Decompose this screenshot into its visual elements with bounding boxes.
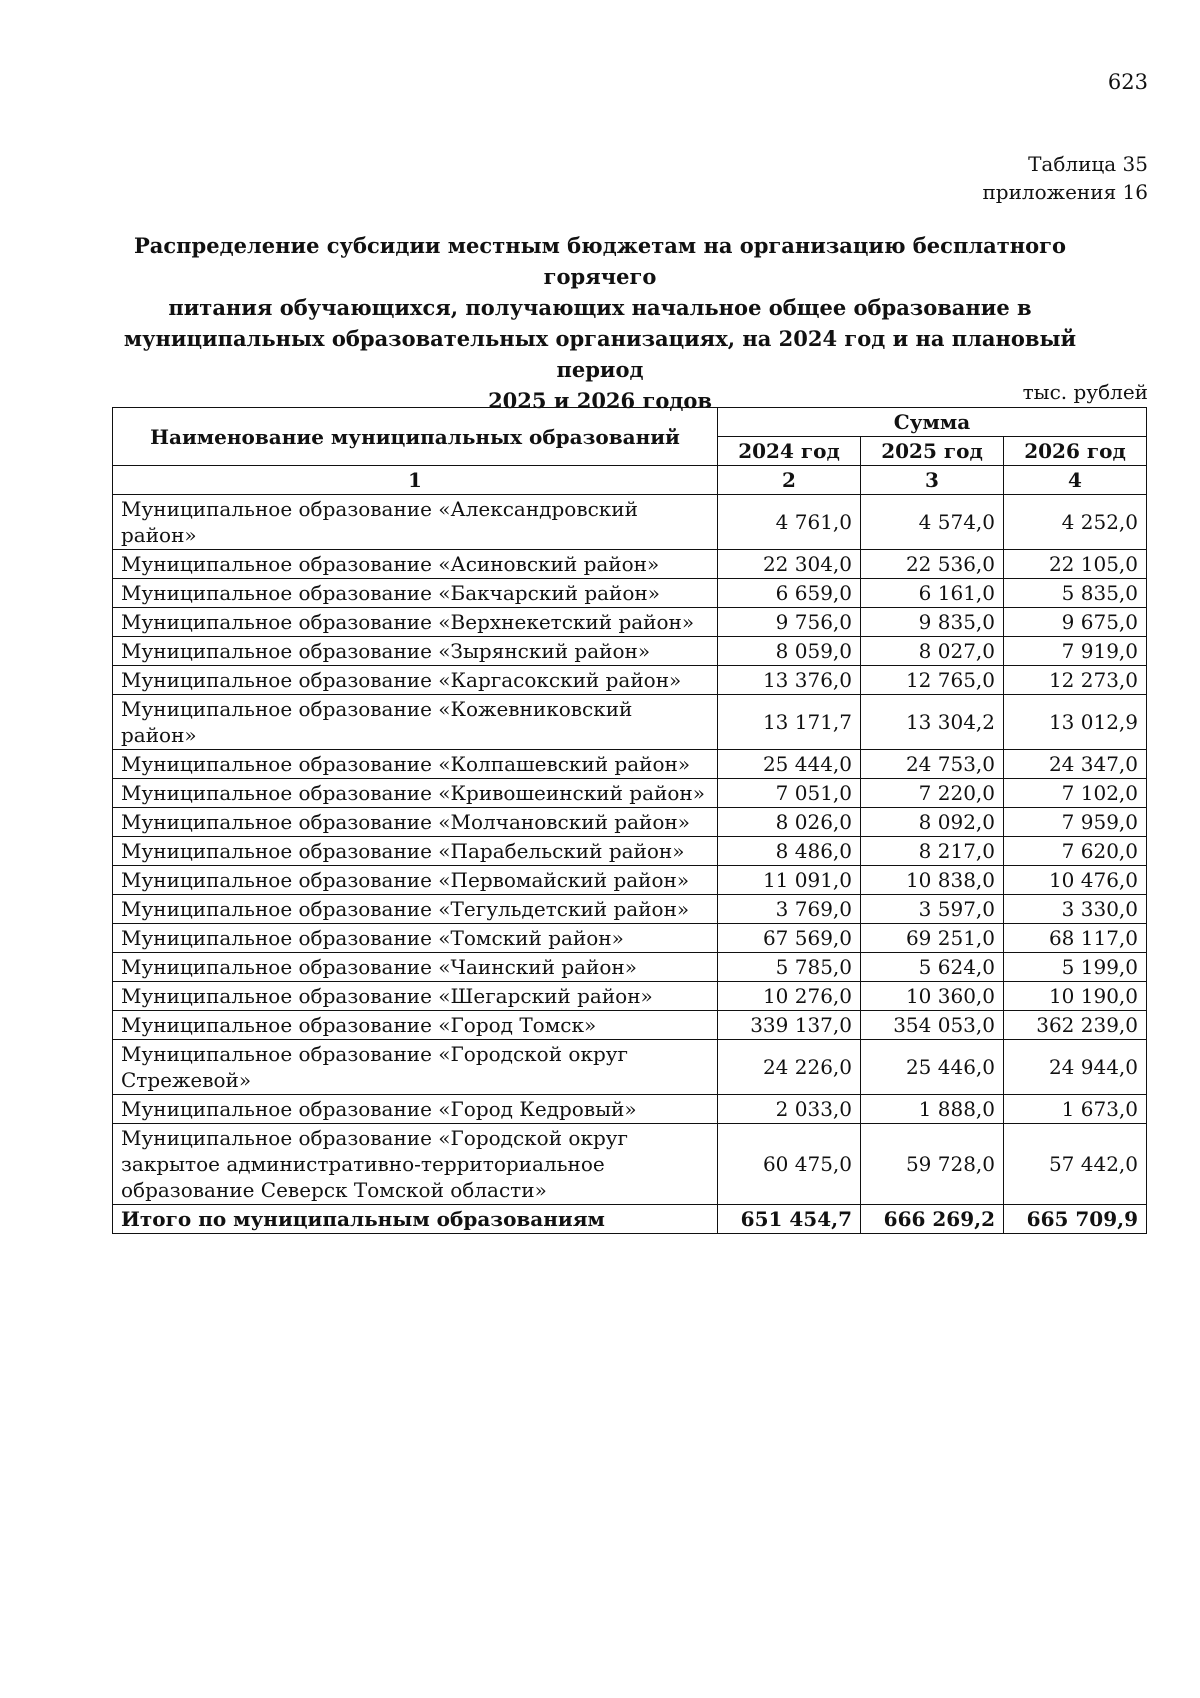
municipality-name: Муниципальное образование «Молчановский район»: [113, 808, 718, 837]
amount-2024: 4 761,0: [718, 495, 861, 550]
total-label: Итого по муниципальным образованиям: [113, 1205, 718, 1234]
municipality-name: Муниципальное образование «Асиновский район»: [113, 550, 718, 579]
column-index: 4: [1004, 466, 1147, 495]
amount-2024: 22 304,0: [718, 550, 861, 579]
amount-2024: 11 091,0: [718, 866, 861, 895]
amount-2026: 7 959,0: [1004, 808, 1147, 837]
table-row: [113, 637, 1147, 666]
amount-2026: 1 673,0: [1004, 1095, 1147, 1124]
title-line: Распределение субсидии местным бюджетам на организацию бесплатного горячего: [134, 233, 1066, 289]
amount-2024: 67 569,0: [718, 924, 861, 953]
municipality-name: Муниципальное образование «Тегульдетский район»: [113, 895, 718, 924]
municipality-name: Муниципальное образование «Кривошеинский район»: [113, 779, 718, 808]
amount-2026: 7 919,0: [1004, 637, 1147, 666]
amount-2025: 59 728,0: [861, 1124, 1004, 1205]
municipality-name: Муниципальное образование «Чаинский район»: [113, 953, 718, 982]
table-row: [113, 866, 1147, 895]
amount-2026: 13 012,9: [1004, 695, 1147, 750]
amount-2024: 8 486,0: [718, 837, 861, 866]
municipality-name: Муниципальное образование «Каргасокский район»: [113, 666, 718, 695]
title-line: муниципальных образовательных организациях, на 2024 год и на плановый период: [123, 326, 1077, 382]
municipality-name: Муниципальное образование «Городской округ закрытое административно-территориальное образование Северск Томской области»: [113, 1124, 718, 1205]
subsidy-table: [112, 407, 1147, 1234]
amount-2026: 3 330,0: [1004, 895, 1147, 924]
table-row: [113, 1095, 1147, 1124]
municipality-name: Муниципальное образование «Город Кедровый»: [113, 1095, 718, 1124]
amount-2024: 2 033,0: [718, 1095, 861, 1124]
table-reference: [982, 150, 1148, 206]
amount-2025: 8 217,0: [861, 837, 1004, 866]
amount-2025: 354 053,0: [861, 1011, 1004, 1040]
amount-2024: 8 059,0: [718, 637, 861, 666]
municipality-name: Муниципальное образование «Парабельский район»: [113, 837, 718, 866]
column-index: 2: [718, 466, 861, 495]
municipality-name: Муниципальное образование «Город Томск»: [113, 1011, 718, 1040]
header-year: 2024 год: [718, 437, 861, 466]
table-row: [113, 982, 1147, 1011]
amount-2024: 6 659,0: [718, 579, 861, 608]
amount-2025: 13 304,2: [861, 695, 1004, 750]
amount-2026: 10 190,0: [1004, 982, 1147, 1011]
amount-2025: 25 446,0: [861, 1040, 1004, 1095]
amount-2025: 9 835,0: [861, 608, 1004, 637]
amount-2025: 22 536,0: [861, 550, 1004, 579]
municipality-name: Муниципальное образование «Первомайский район»: [113, 866, 718, 895]
amount-2025: 12 765,0: [861, 666, 1004, 695]
amount-2026: 4 252,0: [1004, 495, 1147, 550]
table-row: [113, 1011, 1147, 1040]
amount-2024: 339 137,0: [718, 1011, 861, 1040]
table-row: [113, 666, 1147, 695]
amount-2025: 10 360,0: [861, 982, 1004, 1011]
amount-2025: 6 161,0: [861, 579, 1004, 608]
table-row: [113, 695, 1147, 750]
municipality-name: Муниципальное образование «Томский район»: [113, 924, 718, 953]
total-2024: 651 454,7: [718, 1205, 861, 1234]
municipality-name: Муниципальное образование «Бакчарский район»: [113, 579, 718, 608]
amount-2024: 13 171,7: [718, 695, 861, 750]
amount-2026: 7 102,0: [1004, 779, 1147, 808]
amount-2024: 3 769,0: [718, 895, 861, 924]
header-name: Наименование муниципальных образований: [113, 408, 718, 466]
amount-2024: 7 051,0: [718, 779, 861, 808]
total-2026: 665 709,9: [1004, 1205, 1147, 1234]
amount-2024: 13 376,0: [718, 666, 861, 695]
amount-2026: 7 620,0: [1004, 837, 1147, 866]
table-row: [113, 808, 1147, 837]
header-sum: Сумма: [718, 408, 1147, 437]
table-row: [113, 924, 1147, 953]
amount-2026: 68 117,0: [1004, 924, 1147, 953]
municipality-name: Муниципальное образование «Зырянский район»: [113, 637, 718, 666]
municipality-name: Муниципальное образование «Александровский район»: [113, 495, 718, 550]
amount-2024: 10 276,0: [718, 982, 861, 1011]
amount-2026: 57 442,0: [1004, 1124, 1147, 1205]
amount-2025: 5 624,0: [861, 953, 1004, 982]
page-number: 623: [1107, 70, 1148, 94]
amount-2025: 1 888,0: [861, 1095, 1004, 1124]
total-row: [113, 1205, 1147, 1234]
municipality-name: Муниципальное образование «Верхнекетский район»: [113, 608, 718, 637]
table-row: [113, 608, 1147, 637]
municipality-name: Муниципальное образование «Городской округ Стрежевой»: [113, 1040, 718, 1095]
table-row: [113, 953, 1147, 982]
amount-2025: 24 753,0: [861, 750, 1004, 779]
amount-2026: 5 199,0: [1004, 953, 1147, 982]
amount-2025: 10 838,0: [861, 866, 1004, 895]
amount-2024: 9 756,0: [718, 608, 861, 637]
title-line: 2025 и 2026 годов: [488, 388, 712, 413]
table-reference-line2: приложения 16: [982, 180, 1148, 204]
amount-2024: 60 475,0: [718, 1124, 861, 1205]
document-title: [100, 230, 1100, 416]
amount-2026: 10 476,0: [1004, 866, 1147, 895]
amount-2024: 8 026,0: [718, 808, 861, 837]
amount-2026: 24 347,0: [1004, 750, 1147, 779]
table-row: [113, 895, 1147, 924]
amount-2025: 69 251,0: [861, 924, 1004, 953]
table-row: [113, 1040, 1147, 1095]
column-index-row: [113, 466, 1147, 495]
table-reference-line1: Таблица 35: [1028, 152, 1148, 176]
amount-2024: 5 785,0: [718, 953, 861, 982]
amount-2025: 8 092,0: [861, 808, 1004, 837]
table-row: [113, 837, 1147, 866]
header-year: 2026 год: [1004, 437, 1147, 466]
amount-2026: 24 944,0: [1004, 1040, 1147, 1095]
table-row: [113, 750, 1147, 779]
table-row: [113, 579, 1147, 608]
amount-2025: 8 027,0: [861, 637, 1004, 666]
header-year: 2025 год: [861, 437, 1004, 466]
amount-2024: 25 444,0: [718, 750, 861, 779]
municipality-name: Муниципальное образование «Кожевниковский район»: [113, 695, 718, 750]
table-row: [113, 495, 1147, 550]
amount-2026: 22 105,0: [1004, 550, 1147, 579]
amount-2024: 24 226,0: [718, 1040, 861, 1095]
total-2025: 666 269,2: [861, 1205, 1004, 1234]
table-row: [113, 550, 1147, 579]
municipality-name: Муниципальное образование «Шегарский район»: [113, 982, 718, 1011]
amount-2026: 12 273,0: [1004, 666, 1147, 695]
title-line: питания обучающихся, получающих начальное общее образование в: [168, 295, 1032, 320]
amount-2025: 7 220,0: [861, 779, 1004, 808]
amount-2025: 3 597,0: [861, 895, 1004, 924]
column-index: 3: [861, 466, 1004, 495]
municipality-name: Муниципальное образование «Колпашевский район»: [113, 750, 718, 779]
table-row: [113, 1124, 1147, 1205]
unit-label: тыс. рублей: [1022, 380, 1148, 404]
amount-2026: 5 835,0: [1004, 579, 1147, 608]
column-index: 1: [113, 466, 718, 495]
amount-2025: 4 574,0: [861, 495, 1004, 550]
amount-2026: 362 239,0: [1004, 1011, 1147, 1040]
table-row: [113, 779, 1147, 808]
amount-2026: 9 675,0: [1004, 608, 1147, 637]
